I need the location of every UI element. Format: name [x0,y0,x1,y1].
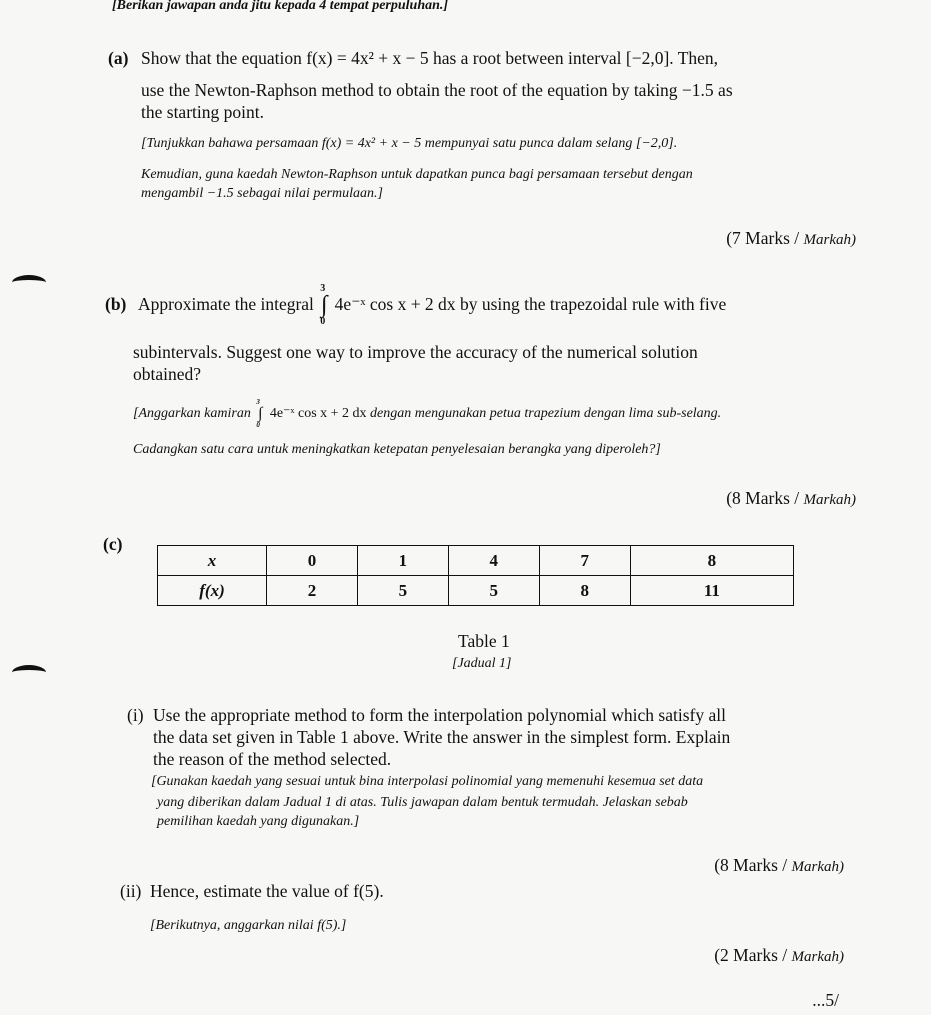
part-b-en-line-3: obtained? [133,364,202,384]
part-c-ii-marks-en: (2 Marks / [714,945,788,965]
table-row-x [158,546,794,576]
data-table [157,545,794,606]
integral-lower-limit: 0 [320,316,326,328]
part-b-label: (b) [105,294,127,314]
scan-punch-mark [12,275,46,290]
part-c-i-ms-line-3: pemilihan kaedah yang digunakan.] [157,814,360,829]
integral-upper-limit: 3 [320,283,326,295]
integral-lower-limit-small: 0 [256,421,260,429]
part-c-i-en-line-1: Use the appropriate method to form the interpolation polynomial which satisfy all [153,705,726,725]
part-c-ii-label: (ii) [120,881,142,901]
integral-symbol: ∫ [321,292,328,319]
part-b-ms-line-2: Cadangkan satu cara untuk meningkatkan ketepatan penyelesaian berangka yang diperoleh?] [133,442,661,457]
table-cell: 5 [357,576,448,606]
table-header-x: x [158,546,267,576]
part-a-ms-line-1: [Tunjukkan bahawa persamaan f(x) = 4x² + x − 5 mempunyai satu punca dalam selang [−2,0]. [141,136,678,151]
table-cell: 2 [267,576,358,606]
integral-sign-small [254,398,266,429]
table-caption-ms: [Jadual 1] [452,656,512,671]
part-c-ii-marks-ms: Markah) [791,949,844,965]
page-continue-marker: ...5/ [812,990,839,1010]
part-b-marks-ms: Markah) [803,492,856,508]
part-b-en-line-1-post: by using the trapezoidal rule with five [459,294,727,314]
ms-integrand: 4e⁻ˣ cos x + 2 dx [269,406,367,422]
instruction-text: [Berikan jawapan anda jitu kepada 4 tempat perpuluhan.] [112,0,449,13]
part-b-en-line-2: subintervals. Suggest one way to improve the accuracy of the numerical solution [133,342,698,362]
integrand: 4e⁻ˣ cos x + 2 dx [334,294,456,314]
table-cell: 4 [448,546,539,576]
table-header-fx: f(x) [158,576,267,606]
part-a-marks [726,228,856,249]
table-cell: 1 [357,546,448,576]
table-cell: 8 [630,546,793,576]
part-c-i-en-line-3: the reason of the method selected. [153,749,392,769]
integral-upper-limit-small: 3 [256,398,260,406]
part-b-ms-line-1-pre: [Anggarkan kamiran [133,406,251,422]
part-a-marks-ms: Markah) [803,232,856,248]
part-b-marks-en: (8 Marks / [726,488,800,508]
table-cell: 5 [448,576,539,606]
part-b-ms-line-1 [133,398,722,429]
table-row-fx [158,576,794,606]
part-a-en-line-3: the starting point. [141,102,264,122]
part-c-i-en-line-2: the data set given in Table 1 above. Write the answer in the simplest form. Explain [153,727,731,747]
part-b-en-line-1 [138,283,727,328]
part-a-marks-en: (7 Marks / [726,228,800,248]
part-b-ms-line-1-post: dengan mengunakan petua trapezium dengan lima sub-selang. [370,406,722,422]
part-c-i-marks-ms: Markah) [791,859,844,875]
table-caption-en: Table 1 [458,631,510,651]
part-c-label: (c) [103,534,123,554]
table-cell: 0 [267,546,358,576]
integral-symbol-small: ∫ [258,405,263,422]
part-a-label: (a) [108,48,129,68]
part-c-ii-marks [714,945,844,966]
part-c-ii-ms-line-1: [Berikutnya, anggarkan nilai f(5).] [150,918,347,933]
table-cell: 8 [539,576,630,606]
part-c-i-label: (i) [127,705,144,725]
part-c-i-marks-en: (8 Marks / [714,855,788,875]
part-c-i-marks [714,855,844,876]
part-c-i-ms-line-2: yang diberikan dalam Jadual 1 di atas. Tulis jawapan dalam bentuk termudah. Jelaskan sebab [157,795,688,810]
part-a-ms-line-3: mengambil −1.5 sebagai nilai permulaan.] [141,186,383,201]
part-a-ms-line-2: Kemudian, guna kaedah Newton-Raphson untuk dapatkan punca bagi persamaan tersebut dengan [141,167,693,182]
part-c-ii-en-line-1: Hence, estimate the value of f(5). [150,881,384,901]
scan-punch-mark [12,665,46,680]
table-cell: 7 [539,546,630,576]
part-b-en-line-1-pre: Approximate the integral [138,294,314,314]
integral-sign [318,283,330,328]
part-b-marks [726,488,856,509]
table-cell: 11 [630,576,793,606]
part-a-en-line-1: Show that the equation f(x) = 4x² + x − 5 has a root between interval [−2,0]. Then, [141,48,719,68]
part-c-i-ms-line-1: [Gunakan kaedah yang sesuai untuk bina interpolasi polinomial yang memenuhi kesemua set data [151,774,704,789]
part-a-en-line-2: use the Newton-Raphson method to obtain the root of the equation by taking −1.5 as [141,80,733,100]
